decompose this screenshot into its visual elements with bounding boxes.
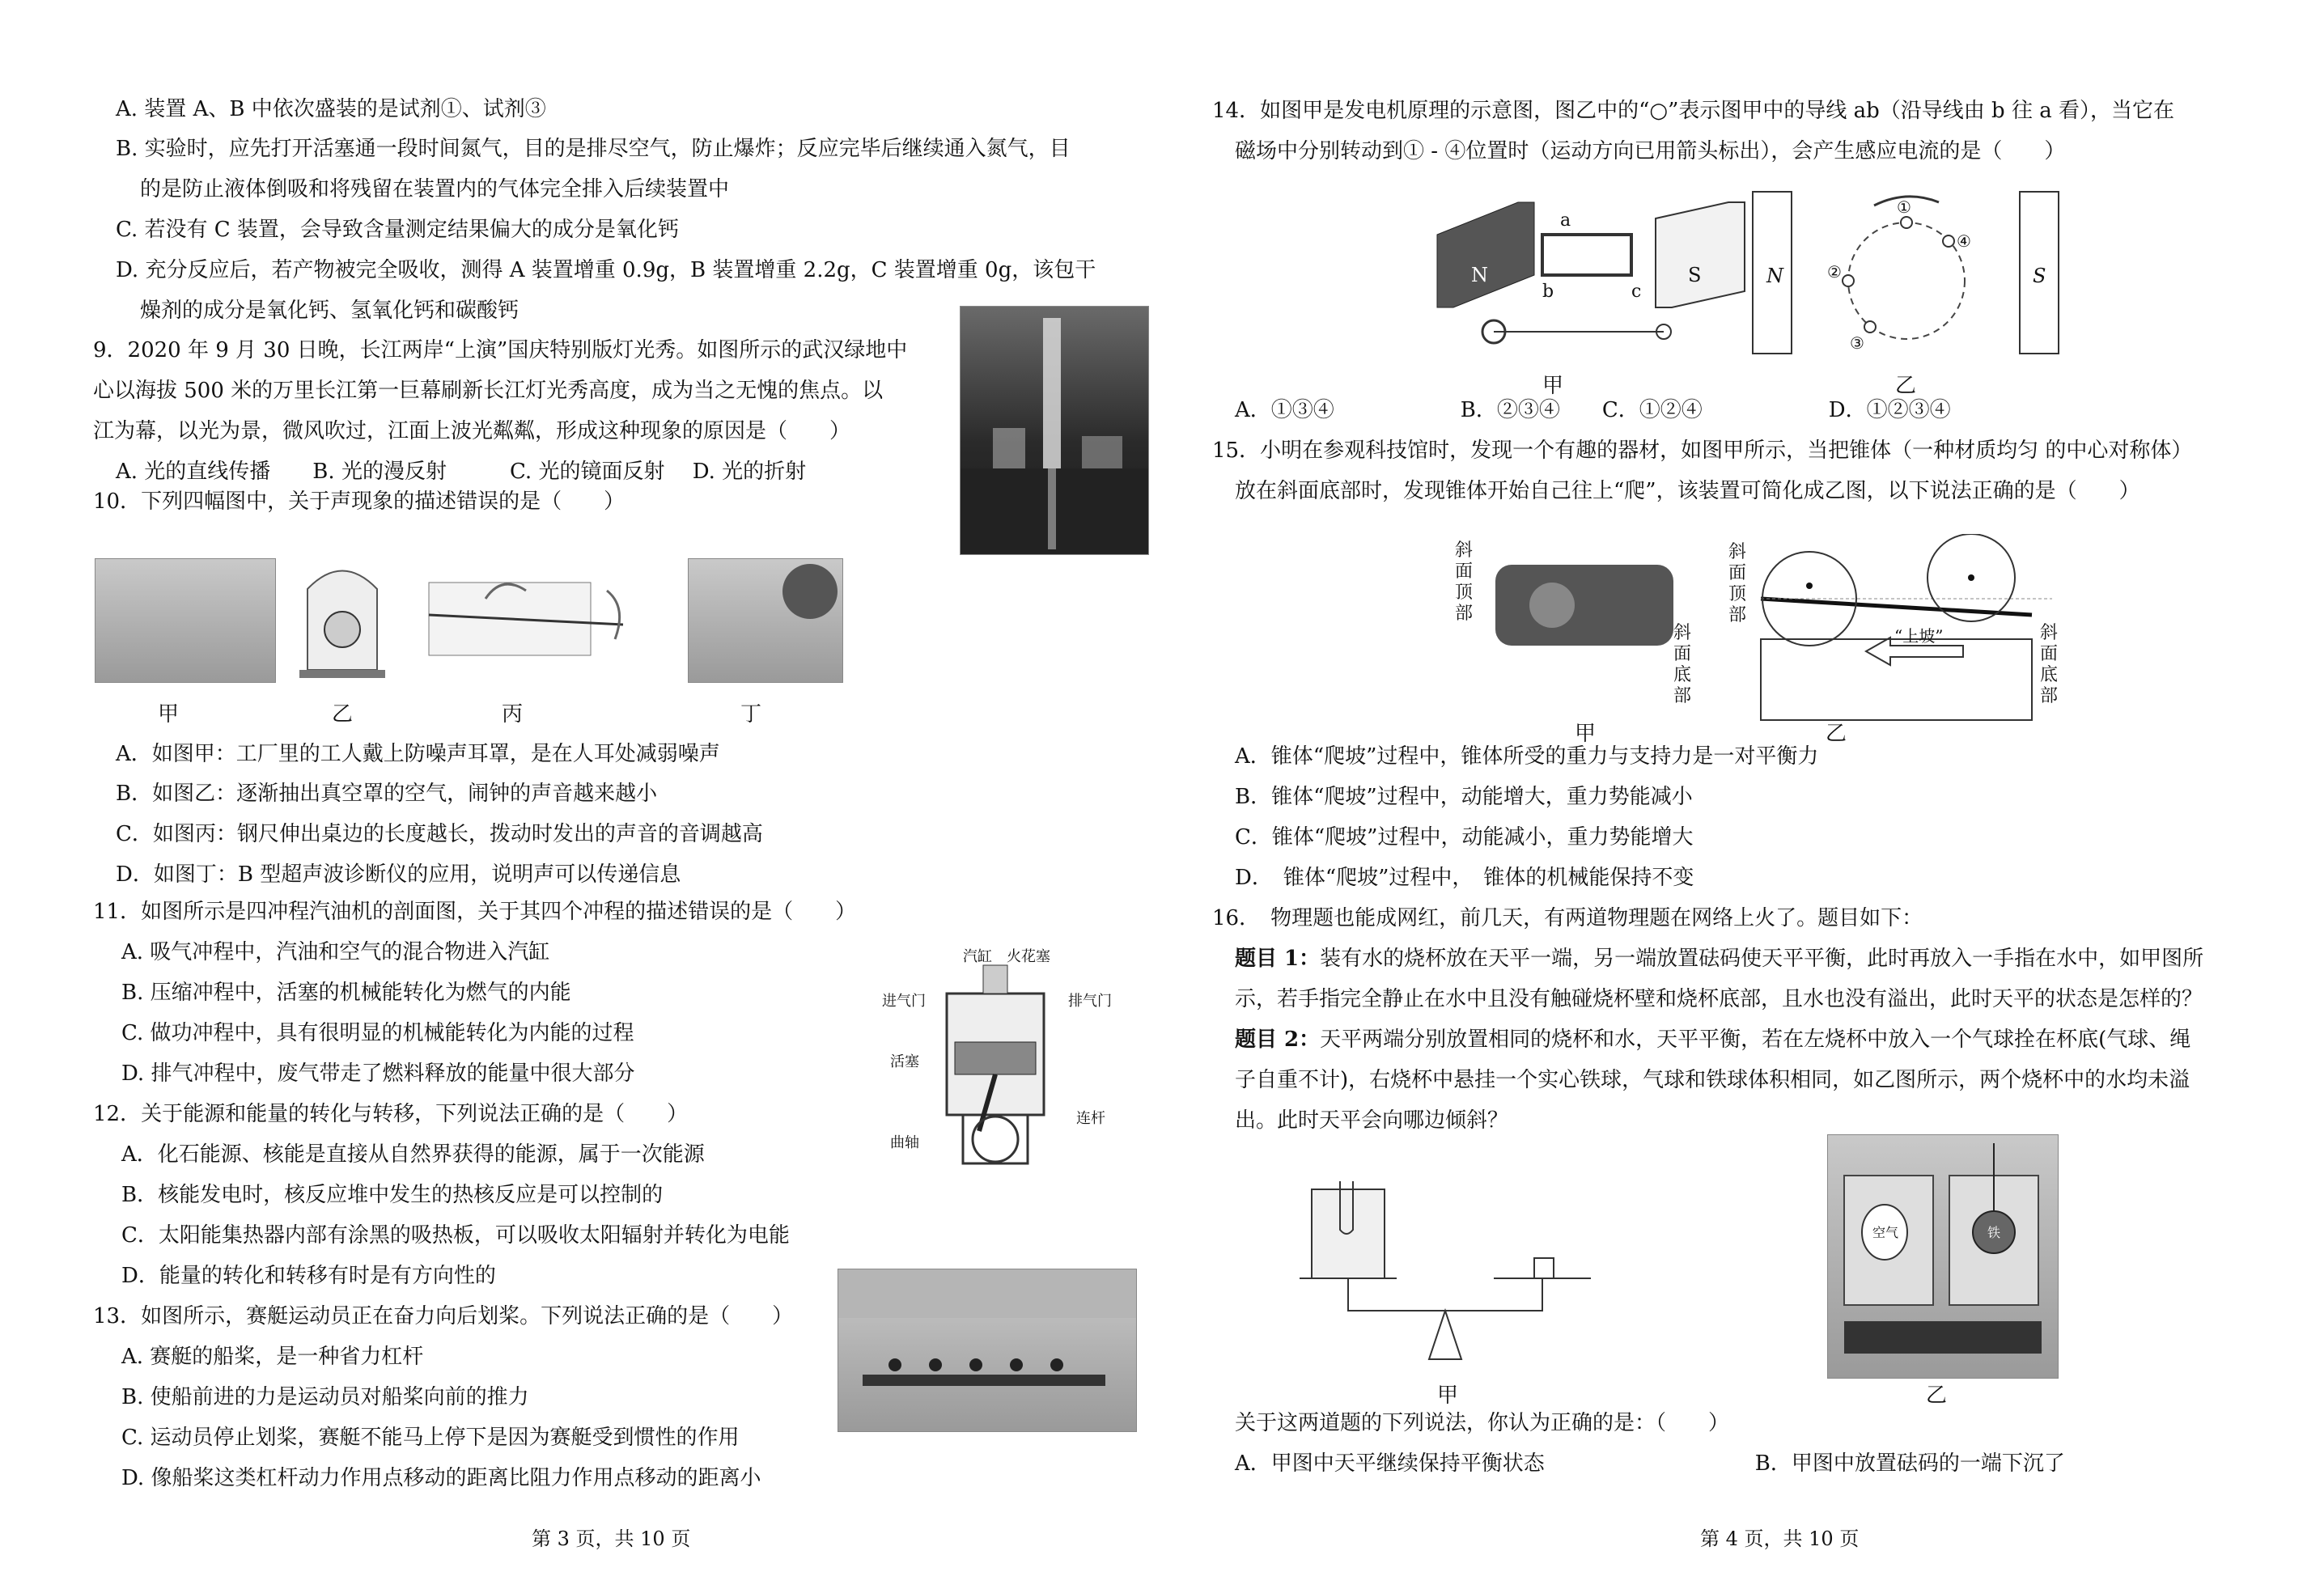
q10-option-b: B．如图乙：逐渐抽出真空罩的空气，闹钟的声音越来越小 (116, 782, 658, 806)
q10-ruler-figure (421, 566, 664, 680)
q15-option-b: B．锥体“爬坡”过程中，动能增大，重力势能减小 (1235, 785, 1693, 809)
q16-balance-photo-yi (1827, 1134, 2059, 1379)
q16-caption-yi: 乙 (1926, 1383, 1948, 1408)
q13-option-c: C. 运动员停止划桨，赛艇不能马上停下是因为赛艇受到惯性的作用 (121, 1426, 740, 1450)
q8-option-c: C. 若没有 C 装置，会导致含量测定结果偏大的成分是氧化钙 (116, 218, 679, 242)
q14-pole-s-label: S (2033, 265, 2046, 287)
q15-uphill-label: “上坡” (1894, 626, 1944, 646)
q16-problem1 (1235, 945, 2203, 972)
q14-caption-yi: 乙 (1895, 374, 1917, 398)
q15-incline-diagram (1728, 534, 2068, 728)
q16-problem2 (1235, 1026, 2190, 1053)
engine-label-spark: 汽缸 火花塞 (963, 948, 1050, 965)
q13-rowing-photo (838, 1269, 1137, 1432)
q13-option-d: D. 像船桨这类杠杆动力作用点移动的距离比阻力作用点移动的距离小 (121, 1466, 761, 1490)
q16-stem: 16． 物理题也能成网红，前几天，有两道物理题在网络上火了。题目如下： (1212, 906, 1923, 930)
q14-pole-n-label: N (1766, 265, 1783, 287)
q11-engine-diagram (866, 945, 1125, 1172)
q14-position-3: ③ (1850, 333, 1864, 353)
q12-option-b: B．核能发电时，核反应堆中发生的热核反应是可以控制的 (121, 1183, 664, 1207)
q10-factory-photo (95, 558, 276, 683)
q10-stem: 10．下列四幅图中，关于声现象的描述错误的是（ ） (93, 489, 626, 514)
q14-caption-jia: 甲 (1542, 374, 1564, 398)
q15-bottom-label-yi: 斜面底部 (2040, 623, 2059, 706)
q14-magnet-s-label: S (1688, 264, 1702, 286)
q16-problem1-text: 装有水的烧杯放在天平一端，另一端放置砝码使天平平衡，此时再放入一手指在水中，如甲图所 (1320, 947, 2204, 971)
q12-option-a: A．化石能源、核能是直接从自然界获得的能源，属于一次能源 (121, 1142, 705, 1167)
q16-options: A．甲图中天平继续保持平衡状态 B．甲图中放置砝码的一端下沉了 (1235, 1451, 2065, 1476)
q16-problem1-label: 题目 1： (1235, 947, 1321, 971)
q10-caption-ding: 丁 (740, 702, 762, 727)
q9-light-show-photo (960, 306, 1149, 555)
q11-option-a: A. 吸气冲程中，汽油和空气的混合物进入汽缸 (121, 940, 550, 964)
q15-top-label: 斜面顶部 (1455, 540, 1474, 624)
q11-stem: 11．如图所示是四冲程汽油机的剖面图，关于其四个冲程的描述错误的是（ ） (93, 900, 857, 924)
q10-option-c: C．如图丙：钢尺伸出桌边的长度越长，拨动时发出的声音的音调越高 (116, 822, 763, 846)
engine-label-rod: 连杆 (1076, 1110, 1105, 1127)
q14-stem-cont: 磁场中分别转动到① - ④位置时（运动方向已用箭头标出），会产生感应电流的是（ ） (1235, 139, 2066, 163)
q16-problem2-text: 天平两端分别放置相同的烧杯和水，天平平衡，若在左烧杯中放入一个气球拴在杯底(气球、绳 (1320, 1028, 2191, 1052)
engine-label-crank: 曲轴 (890, 1134, 919, 1151)
q11-option-d: D. 排气冲程中，废气带走了燃料释放的能量中很大部分 (121, 1061, 635, 1086)
q13-option-a: A. 赛艇的船桨，是一种省力杠杆 (121, 1345, 424, 1369)
q15-cone-photo (1455, 540, 1673, 686)
q14-magnet-n-label: N (1471, 264, 1488, 286)
q10-caption-bing: 丙 (502, 702, 524, 727)
q15-top-label-yi: 斜面顶部 (1728, 542, 1747, 625)
q8-option-b-cont: 的是防止液体倒吸和将残留在装置内的气体完全排入后续装置中 (140, 177, 730, 201)
q16-caption-jia: 甲 (1437, 1383, 1459, 1408)
q13-stem: 13．如图所示，赛艇运动员正在奋力向后划桨。下列说法正确的是（ ） (93, 1304, 794, 1328)
q15-stem: 15．小明在参观科技馆时，发现一个有趣的器材，如图甲所示，当把锥体（一种材质均匀 的中心对称体） (1212, 439, 2193, 463)
q15-option-a: A．锥体“爬坡”过程中，锥体所受的重力与支持力是一对平衡力 (1235, 744, 1819, 769)
engine-label-exhaust: 排气门 (1068, 993, 1112, 1010)
q9-stem-cont: 心以海拔 500 米的万里长江第一巨幕刷新长江灯光秀高度，成为当之无愧的焦点。以 (93, 379, 884, 403)
q9-stem: 9．2020 年 9 月 30 日晚，长江两岸“上演”国庆特别版灯光秀。如图所示的武汉绿地中 (93, 338, 908, 362)
q15-option-d: D． 锥体“爬坡”过程中， 锥体的机械能保持不变 (1235, 866, 1694, 890)
page-footer-left: 第 3 页，共 10 页 (532, 1528, 691, 1550)
q16-air-label: 空气 (1872, 1225, 1899, 1240)
q10-option-a: A．如图甲：工厂里的工人戴上防噪声耳罩，是在人耳处减弱噪声 (116, 742, 720, 766)
q15-bottom-label-jia: 斜面底部 (1673, 623, 1692, 706)
q9-options: A. 光的直线传播 B. 光的漫反射 C. 光的镜面反射 D. 光的折射 (116, 460, 807, 484)
q15-stem-cont: 放在斜面底部时，发现锥体开始自己往上“爬”，该装置可简化成乙图，以下说法正确的是（ ） (1235, 479, 2140, 503)
q16-problem2-label: 题目 2： (1235, 1028, 1321, 1052)
q8-option-d: D. 充分反应后，若产物被完全吸收，测得 A 装置增重 0.9g，B 装置增重 2.2g，C 装置增重 0g，该包干 (116, 258, 1096, 282)
q15-caption-yi: 乙 (1826, 722, 1847, 746)
q16-problem2-cont: 出。此时天平会向哪边倾斜？ (1235, 1108, 1509, 1133)
q10-caption-jia: 甲 (158, 702, 180, 727)
q16-iron-label: 铁 (1987, 1225, 2001, 1240)
q8-option-a: A. 装置 A、B 中依次盛装的是试剂①、试剂③ (116, 97, 546, 121)
q11-option-c: C. 做功冲程中，具有很明显的机械能转化为内能的过程 (121, 1021, 634, 1045)
q10-bell-jar-figure (299, 557, 385, 681)
q14-wire-a-label: a (1560, 210, 1571, 231)
q16-problem1-cont: 示，若手指完全静止在水中且没有触碰烧杯壁和烧杯底部，且水也没有溢出，此时天平的状态是怎样的？ (1235, 987, 2203, 1011)
q11-option-b: B. 压缩冲程中，活塞的机械能转化为燃气的内能 (121, 981, 571, 1005)
q16-problem2-cont: 子自重不计)，右烧杯中悬挂一个实心铁球，气球和铁球体积相同，如乙图所示，两个烧杯中的水均未溢 (1235, 1068, 2190, 1092)
q10-option-d: D．如图丁：B 型超声波诊断仪的应用，说明声可以传递信息 (116, 862, 681, 887)
q14-wire-c-label: c (1631, 282, 1642, 302)
q10-caption-yi: 乙 (332, 702, 354, 727)
page-footer-right: 第 4 页，共 10 页 (1700, 1528, 1860, 1550)
q13-option-b: B. 使船前进的力是运动员对船桨向前的推力 (121, 1385, 529, 1409)
q15-caption-jia: 甲 (1575, 722, 1597, 746)
q16-prompt: 关于这两道题的下列说法，你认为正确的是：（ ） (1235, 1411, 1730, 1435)
q14-position-1: ① (1897, 197, 1911, 217)
q14-stem: 14．如图甲是发电机原理的示意图，图乙中的“○”表示图甲中的导线 ab（沿导线由 b 往 a 看），当它在 (1212, 99, 2174, 123)
q9-stem-cont: 江为幕，以光为景，微风吹过，江面上波光粼粼，形成这种现象的原因是（ ） (93, 419, 851, 443)
q8-option-d-cont: 燥剂的成分是氧化钙、氢氧化钙和碳酸钙 (140, 299, 520, 323)
q10-ultrasound-photo (688, 558, 843, 683)
q12-stem: 12．关于能源和能量的转化与转移，下列说法正确的是（ ） (93, 1102, 689, 1126)
q16-balance-figure-jia (1300, 1173, 1591, 1375)
right-page (1162, 0, 2324, 1589)
q14-wire-b-label: b (1542, 282, 1554, 302)
engine-label-intake: 进气门 (882, 993, 926, 1010)
engine-label-piston: 活塞 (890, 1053, 919, 1070)
q14-generator-figure (1421, 186, 1769, 356)
q12-option-d: D．能量的转化和转移有时是有方向性的 (121, 1264, 496, 1288)
q14-options: A．①③④ B．②③④ C．①②④ D．①②③④ (1235, 398, 1951, 422)
q8-option-b: B. 实验时，应先打开活塞通一段时间氮气，目的是排尽空气，防止爆炸；反应完毕后继续通入氮气，目 (116, 137, 1071, 161)
q14-position-4: ④ (1957, 231, 1971, 251)
q12-option-c: C．太阳能集热器内部有涂黑的吸热板，可以吸收太阳辐射并转化为电能 (121, 1223, 790, 1248)
q14-rotation-figure (1737, 188, 2076, 358)
q15-option-c: C．锥体“爬坡”过程中，动能减小，重力势能增大 (1235, 825, 1694, 850)
q14-position-2: ② (1827, 262, 1842, 282)
